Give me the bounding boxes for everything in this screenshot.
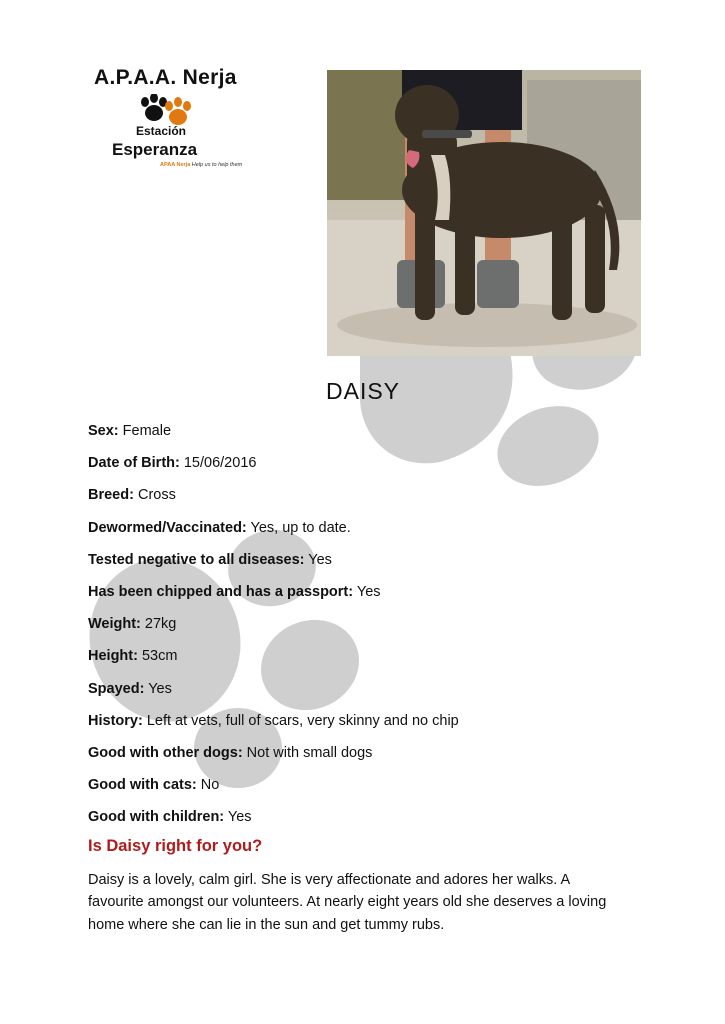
detail-height — [88, 646, 648, 678]
paw-toe-upper-1 — [532, 352, 636, 390]
description-paragraph: Daisy is a lovely, calm girl. She is very affectionate and adores her walks. A favourite amongst our volunteers. At nearly eight years old she deserves a loving home where she can lie in the sun and get tummy rubs. — [88, 872, 607, 933]
dog-photo — [327, 70, 641, 356]
logo-tag-text: Help us to help them — [191, 162, 243, 168]
detail-label: Tested negative to all diseases: — [88, 551, 305, 568]
dog-name-title: DAISY — [326, 378, 401, 404]
detail-value: 27kg — [140, 616, 177, 633]
detail-value: Yes — [144, 680, 172, 697]
detail-label: Height: — [88, 648, 138, 665]
detail-value: Female — [118, 423, 172, 439]
detail-chipped — [88, 582, 648, 614]
detail-label: Good with cats: — [88, 777, 197, 794]
paw-icon — [136, 94, 192, 128]
detail-good-with-dogs — [88, 743, 648, 775]
section-heading: Is Daisy right for you? — [88, 837, 263, 855]
detail-label: Breed: — [88, 487, 134, 504]
detail-spayed — [88, 679, 648, 711]
detail-weight — [88, 614, 648, 646]
detail-value: Not with small dogs — [242, 744, 373, 761]
detail-value: Cross — [133, 487, 176, 504]
detail-value: Yes — [224, 809, 252, 826]
detail-value: 15/06/2016 — [179, 455, 257, 472]
logo-line-estacion: Estación — [136, 124, 187, 138]
detail-label: Date of Birth: — [88, 455, 180, 472]
logo-org-name: A.P.A.A. Nerja — [94, 66, 237, 89]
logo-tag-org: APAA Nerja — [160, 162, 191, 168]
detail-label: Good with children: — [88, 809, 225, 826]
organization-logo — [90, 62, 243, 180]
detail-label: Sex: — [88, 423, 119, 439]
detail-label: Good with other dogs: — [88, 744, 243, 761]
detail-history — [88, 711, 648, 743]
detail-value: Yes — [353, 583, 381, 600]
logo-tagline — [160, 162, 242, 168]
detail-dewormed — [88, 518, 648, 550]
detail-sex — [88, 421, 648, 453]
detail-label: Weight: — [88, 616, 141, 633]
detail-breed — [88, 485, 648, 517]
logo-line-esperanza: Esperanza — [112, 140, 198, 159]
detail-value: Left at vets, full of scars, very skinny and no chip — [142, 712, 459, 729]
dog-details-list — [88, 421, 648, 839]
detail-label: Dewormed/Vaccinated: — [88, 519, 247, 536]
detail-label: History: — [88, 712, 143, 729]
detail-good-with-cats — [88, 775, 648, 807]
detail-date-of-birth — [88, 453, 648, 485]
detail-value: Yes — [304, 551, 332, 568]
detail-good-with-children — [88, 807, 648, 839]
detail-value: No — [196, 777, 220, 794]
detail-value: Yes, up to date. — [246, 519, 351, 536]
detail-value: 53cm — [137, 648, 178, 665]
detail-tested — [88, 550, 648, 582]
detail-label: Spayed: — [88, 680, 145, 697]
detail-label: Has been chipped and has a passport: — [88, 583, 354, 600]
